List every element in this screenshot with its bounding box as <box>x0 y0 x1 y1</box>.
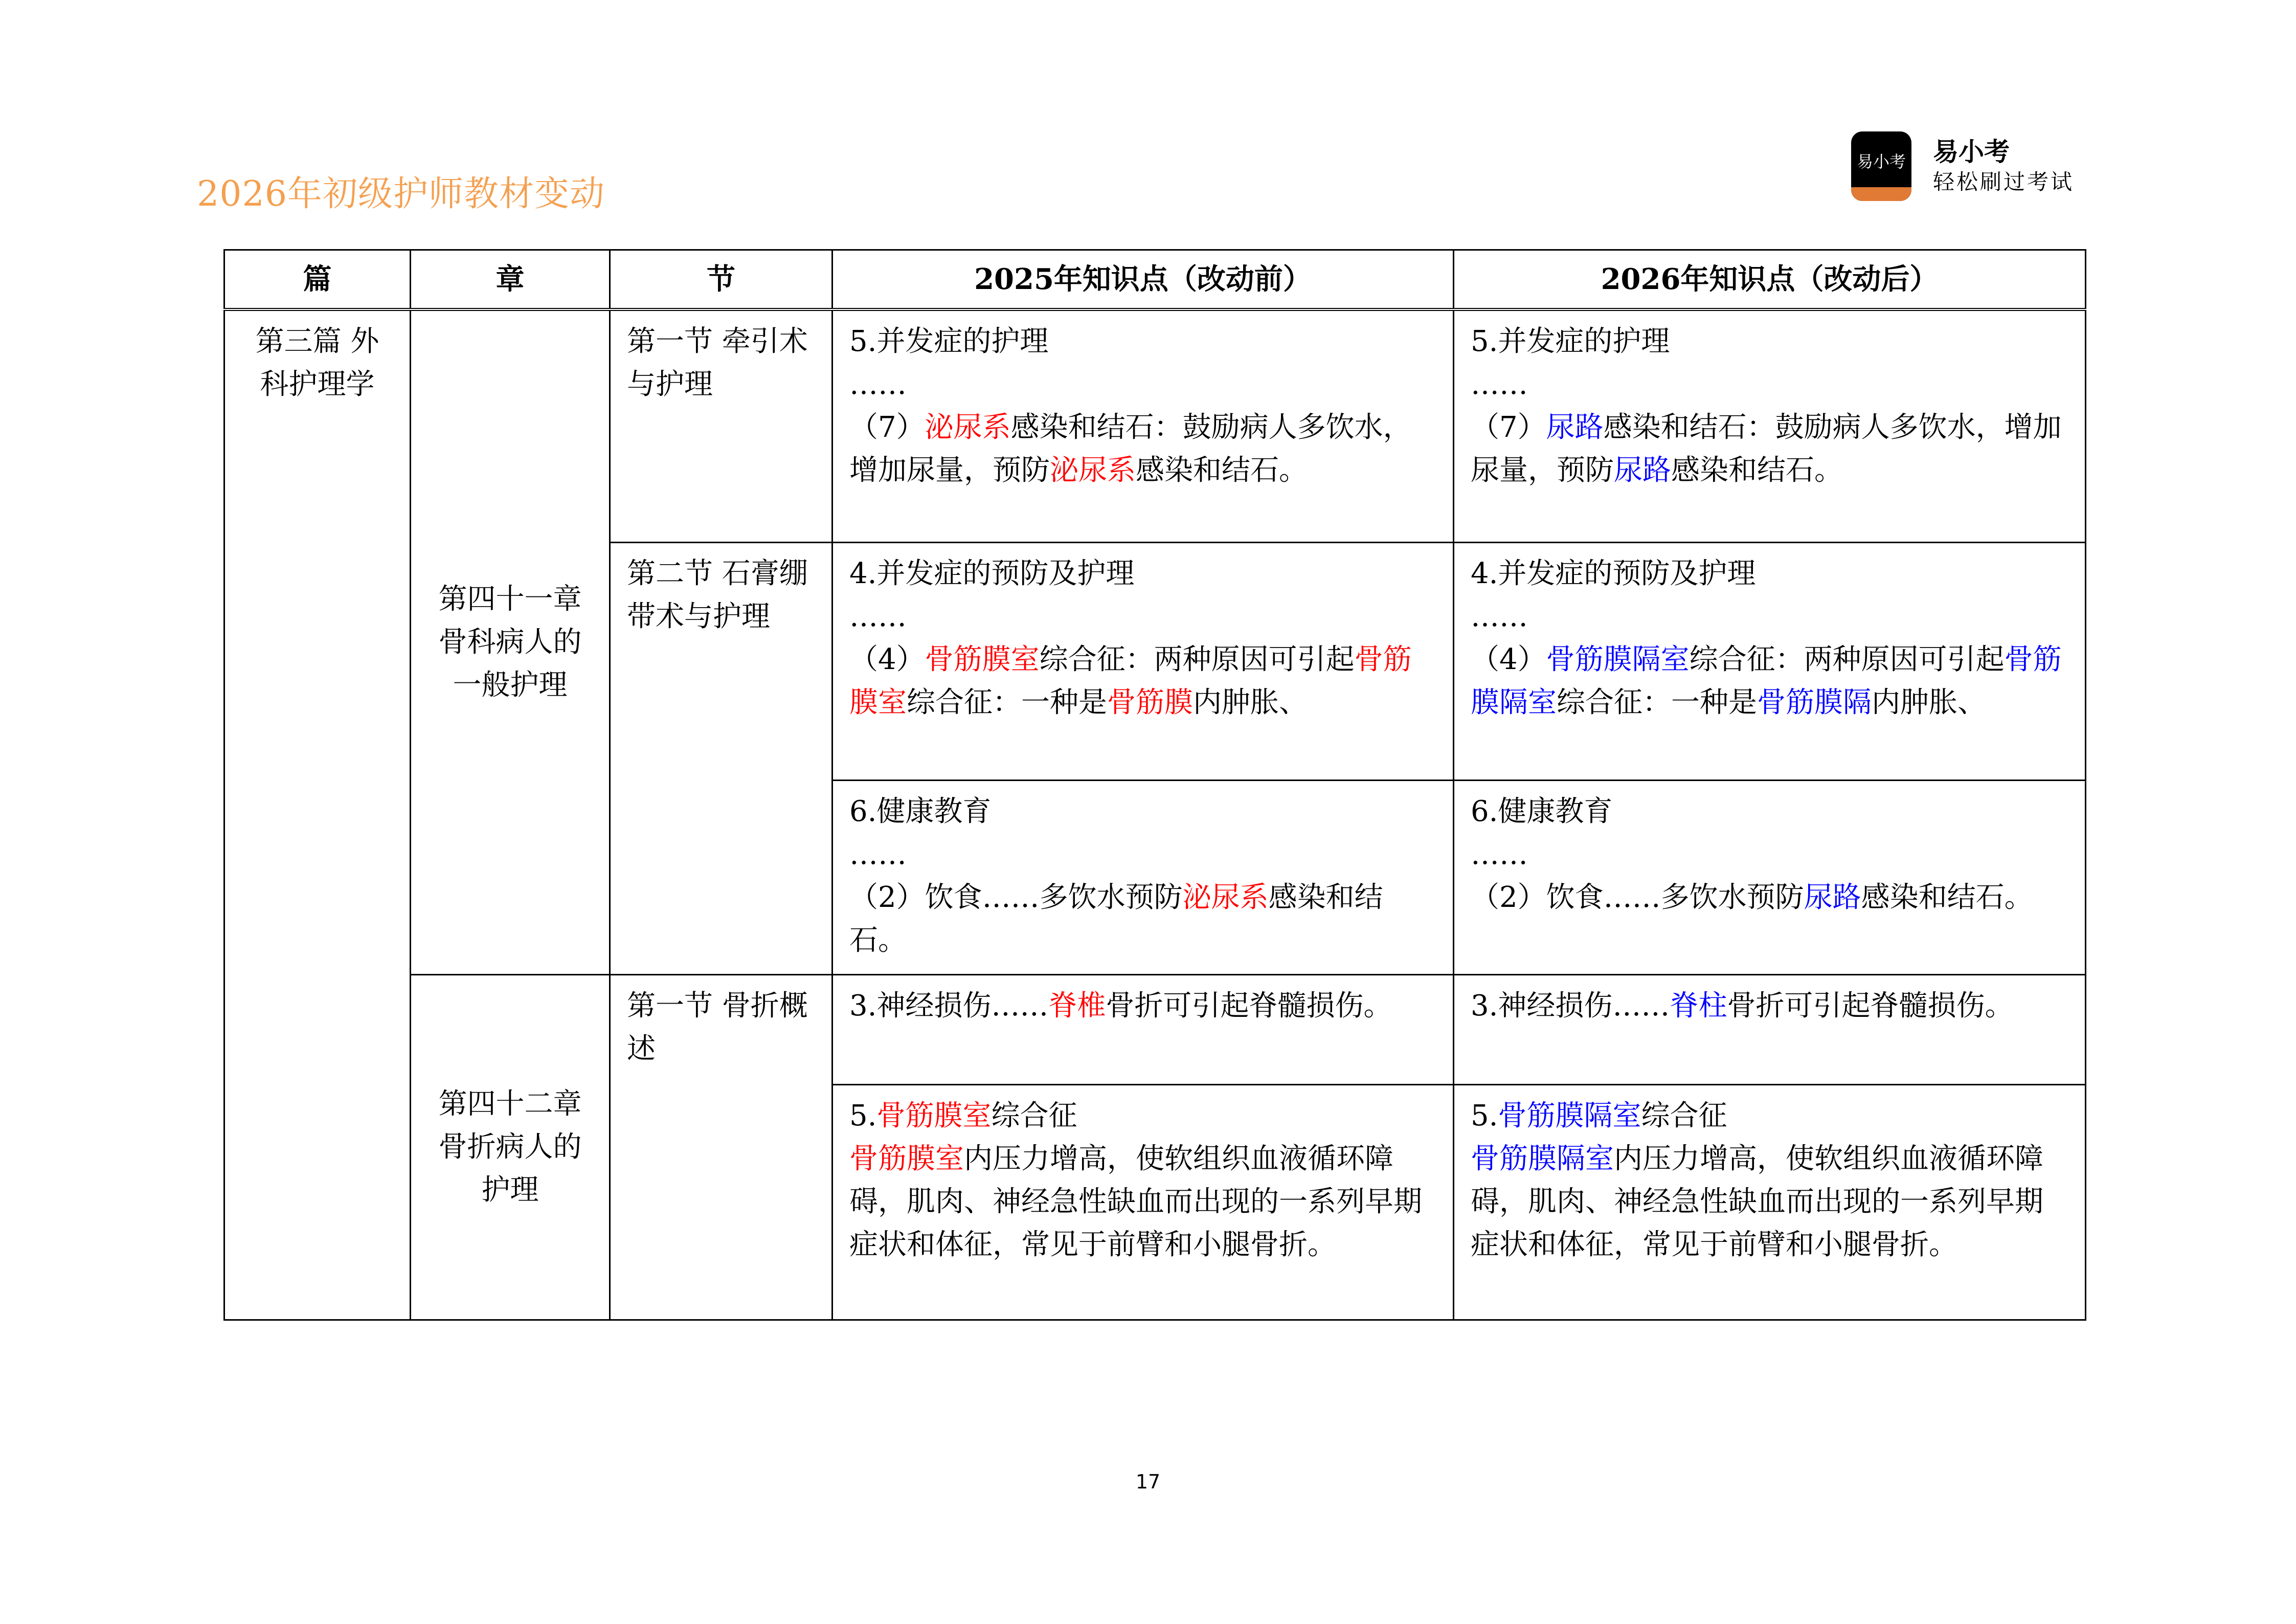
page-number: 17 <box>1135 1471 1161 1493</box>
removed-term: 骨筋膜室 <box>849 1142 964 1175</box>
before-cell: 5.并发症的护理 …… （7）泌尿系感染和结石：鼓励病人多饮水，增加尿量，预防泌尿系感染和结石。 <box>832 309 1454 542</box>
added-term: 尿路 <box>1614 454 1671 487</box>
removed-term: 骨筋膜室 <box>849 642 1412 719</box>
added-term: 尿路 <box>1804 880 1861 914</box>
removed-term: 泌尿系 <box>1182 880 1269 914</box>
brand-slogan: 轻松刷过考试 <box>1933 169 2075 194</box>
chapter-cell-42: 第四十二章 骨折病人的护理 <box>411 974 610 1320</box>
after-cell: 6.健康教育 …… （2）饮食……多饮水预防尿路感染和结石。 <box>1454 780 2086 974</box>
after-cell: 3.神经损伤……脊柱骨折可引起脊髓损伤。 <box>1454 974 2086 1084</box>
pian-cell: 第三篇 外科护理学 <box>224 309 411 1320</box>
removed-term: 骨筋膜室 <box>876 1099 992 1132</box>
document-title: 2026年初级护师教材变动 <box>197 174 605 214</box>
added-term: 骨筋膜隔室 <box>1471 642 2062 719</box>
added-term: 骨筋膜隔室 <box>1498 1099 1641 1132</box>
app-icon <box>1851 131 1911 201</box>
after-cell: 4.并发症的预防及护理 …… （4）骨筋膜隔室综合征：两种原因可引起骨筋膜隔室综合征：一种是骨筋膜隔内肿胀、 <box>1454 542 2086 780</box>
removed-term: 泌尿系 <box>925 411 1011 444</box>
after-cell: 5.骨筋膜隔室综合征 骨筋膜隔室内压力增高，使软组织血液循环障碍，肌肉、神经急性缺血而出现的一系列早期症状和体征，常见于前臂和小腿骨折。 <box>1454 1084 2086 1320</box>
header-pian: 篇 <box>224 250 411 310</box>
section-cell-traction: 第一节 牵引术与护理 <box>610 309 832 542</box>
app-icon-band <box>1851 187 1911 201</box>
added-term: 脊柱 <box>1670 989 1727 1022</box>
before-cell: 4.并发症的预防及护理 …… （4）骨筋膜室综合征：两种原因可引起骨筋膜室综合征：一种是骨筋膜内肿胀、 <box>832 542 1454 780</box>
before-cell: 3.神经损伤……脊椎骨折可引起脊髓损伤。 <box>832 974 1454 1084</box>
header-after: 2026年知识点（改动后） <box>1454 250 2086 310</box>
after-cell: 5.并发症的护理 …… （7）尿路感染和结石：鼓励病人多饮水，增加尿量，预防尿路感染和结石。 <box>1454 309 2086 542</box>
brand-name: 易小考 <box>1933 137 2010 167</box>
removed-term: 泌尿系 <box>1050 454 1136 487</box>
removed-term: 骨筋膜室 <box>925 642 1040 676</box>
section-cell-fracture: 第一节 骨折概述 <box>610 974 832 1320</box>
removed-term: 骨筋膜 <box>1107 685 1193 719</box>
header-before: 2025年知识点（改动前） <box>832 250 1454 310</box>
table-row <box>224 974 2086 1084</box>
added-term: 骨筋膜隔 <box>1757 685 1872 719</box>
app-icon-text: 易小考 <box>1856 152 1906 171</box>
brand-logo <box>1851 130 2074 202</box>
table-header-row <box>224 250 2086 310</box>
before-cell: 6.健康教育 …… （2）饮食……多饮水预防泌尿系感染和结石。 <box>832 780 1454 974</box>
removed-term: 脊椎 <box>1048 989 1106 1022</box>
added-term: 骨筋膜隔室 <box>1471 1142 1614 1175</box>
added-term: 骨筋膜隔室 <box>1546 642 1690 676</box>
table-row <box>224 309 2086 542</box>
section-cell-cast: 第二节 石膏绷带术与护理 <box>610 542 832 974</box>
chapter-cell-41: 第四十一章 骨科病人的一般护理 <box>411 309 610 974</box>
header-chapter: 章 <box>411 250 610 310</box>
header-section: 节 <box>610 250 832 310</box>
changes-table <box>223 249 2086 1321</box>
before-cell: 5.骨筋膜室综合征 骨筋膜室内压力增高，使软组织血液循环障碍，肌肉、神经急性缺血而出现的一系列早期症状和体征，常见于前臂和小腿骨折。 <box>832 1084 1454 1320</box>
added-term: 尿路 <box>1546 411 1604 444</box>
